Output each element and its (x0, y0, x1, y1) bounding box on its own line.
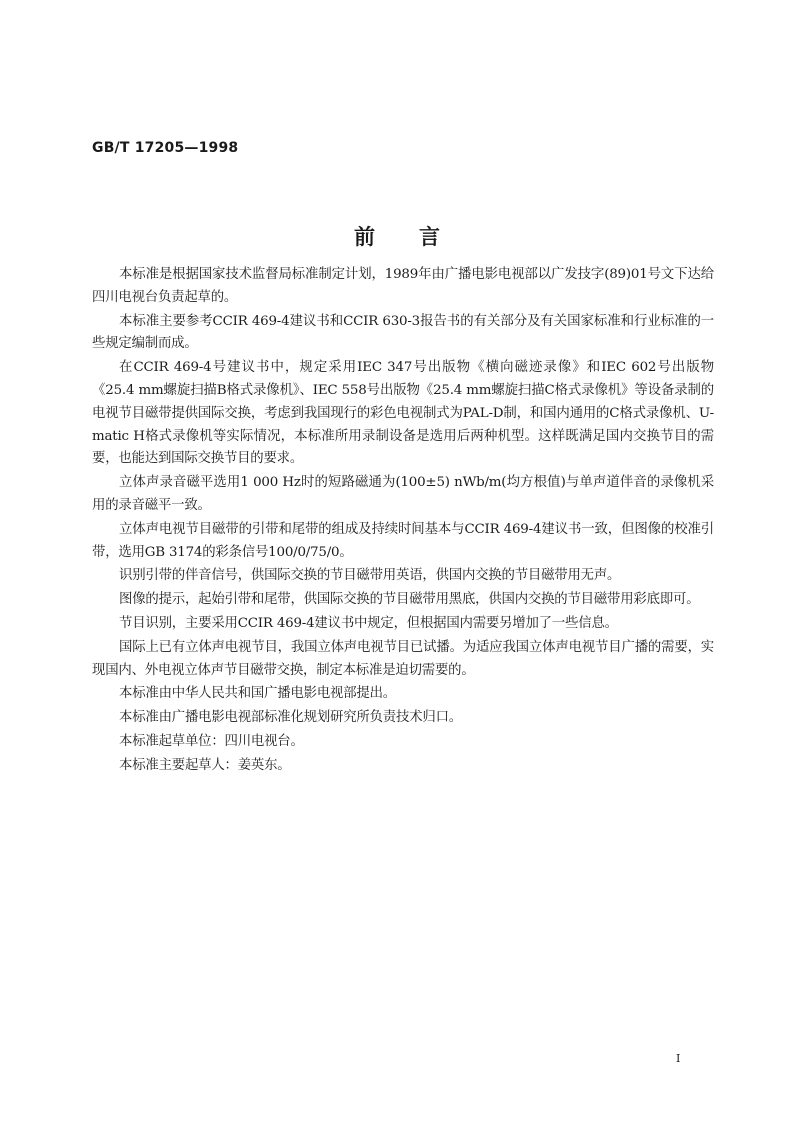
standard-number: GB/T 17205—1998 (92, 140, 239, 156)
paragraph: 本标准是根据国家技术监督局标准制定计划，1989年由广播电影电视部以广发技字(89)01号文下达给四川电视台负责起草的。 (92, 267, 714, 305)
paragraph: 本标准由广播电影电视部标准化规划研究所负责技术归口。 (119, 710, 462, 726)
foreword-body (92, 264, 714, 779)
page-title: 前言 (354, 225, 484, 249)
paragraph: 识别引带的伴音信号，供国际交换的节目磁带用英语，供国内交换的节目磁带用无声。 (119, 568, 621, 584)
paragraph: 本标准由中华人民共和国广播电影电视部提出。 (119, 686, 397, 702)
paragraph: 国际上已有立体声电视节目，我国立体声电视节目已试播。为适应我国立体声电视节目广播的需要，实现国内、外电视立体声节目磁带交换，制定本标准是迫切需要的。 (92, 639, 714, 678)
paragraph: 本标准主要起草人：姜英东。 (119, 757, 291, 773)
paragraph: 节目识别，主要采用CCIR 469-4建议书中规定，但根据国内需要另增加了一些信息。 (119, 615, 618, 631)
page-number: I (676, 1052, 681, 1065)
paragraph: 本标准起草单位：四川电视台。 (119, 733, 304, 749)
paragraph: 立体声录音磁平选用1 000 Hz时的短路磁通为(100±5) nWb/m(均方根值)与单声道伴音的录像机采用的录音磁平一致。 (92, 475, 714, 513)
paragraph: 本标准主要参考CCIR 469-4建议书和CCIR 630-3报告书的有关部分及有关国家标准和行业标准的一些规定编制而成。 (92, 313, 714, 352)
paragraph: 在CCIR 469-4号建议书中，规定采用IEC 347号出版物《横向磁迹录像》和IEC 602号出版物《25.4 mm螺旋扫描B格式录像机》、IEC 558号出版物《25.4 mm螺旋扫描C格式录像机》等设备录制的电视节目磁带提供国际交换，考虑到我国现行的彩色电视制式为PAL-D制，和国内通用的C格式录像机、U-matic H格式录像机等实际情况，本标准所用录制设备是选用后两种机型。这样既满足国内交换节目的需要，也能达到国际交换节目的要求。 (92, 360, 714, 467)
paragraph: 立体声电视节目磁带的引带和尾带的组成及持续时间基本与CCIR 469-4建议书一致，但图像的校准引带，选用GB 3174的彩条信号100/0/75/0。 (92, 521, 714, 560)
paragraph: 图像的提示，起始引带和尾带，供国际交换的节目磁带用黑底，供国内交换的节目磁带用彩底即可。 (119, 592, 700, 608)
